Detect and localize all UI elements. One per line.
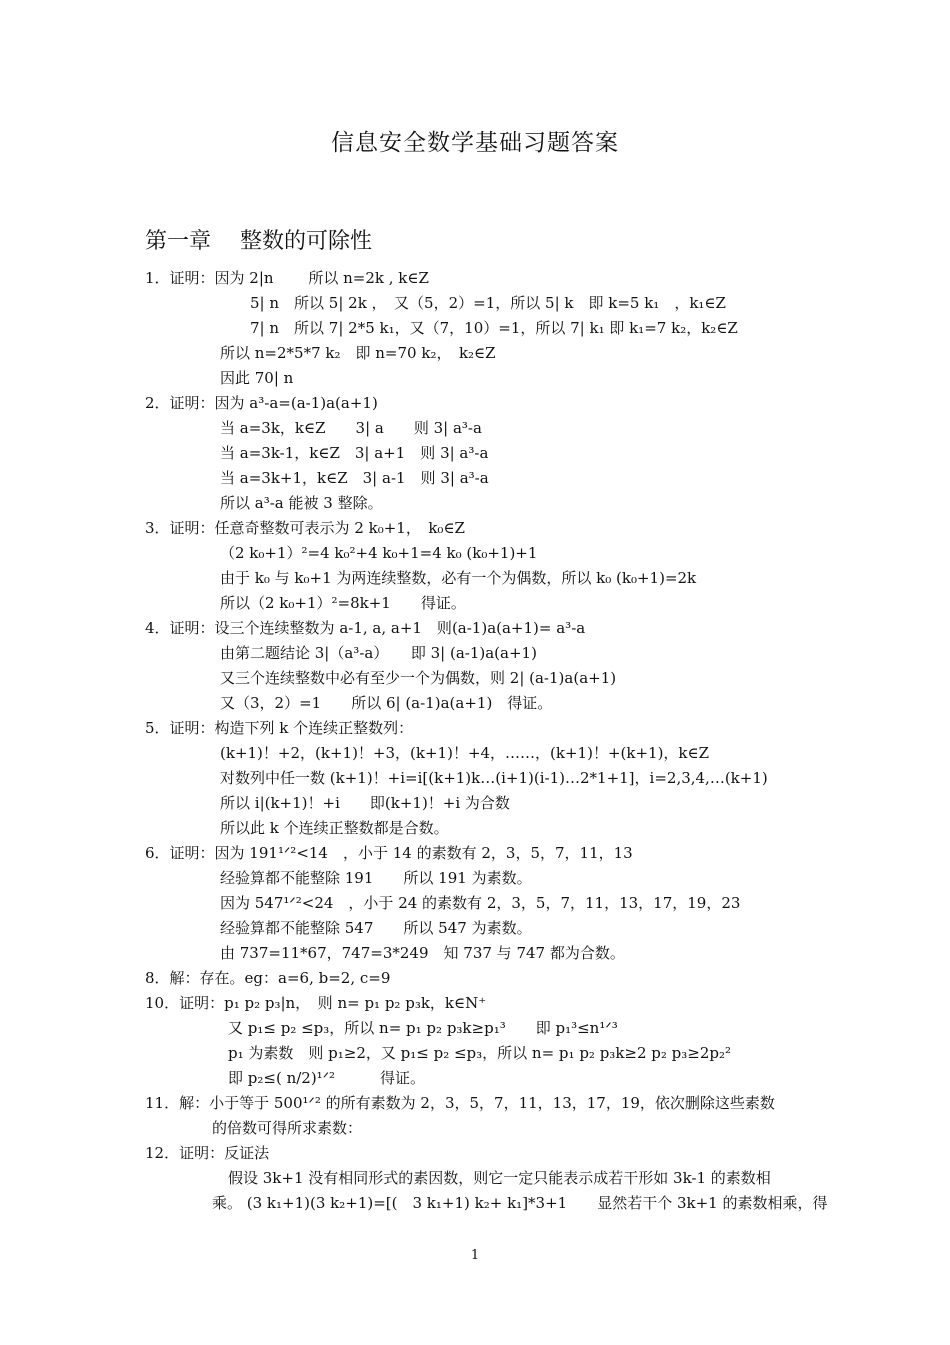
text-line: 假设 3k+1 没有相同形式的素因数，则它一定只能表示成若干形如 3k-1 的素数相 xyxy=(228,1169,771,1187)
text-line: 又 p₁≤ p₂ ≤p₃，所以 n= p₁ p₂ p₃k≥p₁³ 即 p₁³≤n¹ᐟ³ xyxy=(228,1019,618,1037)
text-line: 对数列中任一数 (k+1)！+i=i[(k+1)k…(i+1)(i-1)…2*1+1]，i=2,3,4,…(k+1) xyxy=(220,769,768,787)
text-line: 1．证明：因为 2|n 所以 n=2k , k∈Z xyxy=(145,269,429,287)
text-line: 所以 i|(k+1)！+i 即(k+1)！+i 为合数 xyxy=(220,794,510,812)
text-line: （2 k₀+1）²=4 k₀²+4 k₀+1=4 k₀ (k₀+1)+1 xyxy=(220,544,538,562)
text-line: 12．证明：反证法 xyxy=(145,1144,270,1162)
text-line: (k+1)！+2，(k+1)！+3，(k+1)！+4，……，(k+1)！+(k+1)，k∈Z xyxy=(220,744,710,762)
text-line: 由第二题结论 3|（a³-a） 即 3| (a-1)a(a+1) xyxy=(220,644,537,662)
text-line: 即 p₂≤( n/2)¹ᐟ² 得证。 xyxy=(228,1069,426,1087)
text-line: 所以（2 k₀+1）²=8k+1 得证。 xyxy=(220,594,466,612)
text-line: 5．证明：构造下列 k 个连续正整数列： xyxy=(145,719,414,737)
text-line: 所以 n=2*5*7 k₂ 即 n=70 k₂， k₂∈Z xyxy=(220,344,496,362)
text-line: 7| n 所以 7| 2*5 k₁，又（7，10）=1，所以 7| k₁ 即 k₁=7 k₂，k₂∈Z xyxy=(250,319,738,337)
text-line: 由于 k₀ 与 k₀+1 为两连续整数，必有一个为偶数，所以 k₀ (k₀+1)=2k xyxy=(220,569,697,587)
chapter-heading: 第一章 整数的可除性 xyxy=(145,229,372,254)
text-line: 因为 547¹ᐟ²<24 ，小于 24 的素数有 2，3，5，7，11，13，17，19，23 xyxy=(220,894,741,912)
text-line: 当 a=3k-1，k∈Z 3| a+1 则 3| a³-a xyxy=(220,444,489,462)
text-line: 又三个连续整数中必有至少一个为偶数，则 2| (a-1)a(a+1) xyxy=(220,669,617,687)
text-line: 2．证明：因为 a³-a=(a-1)a(a+1) xyxy=(145,394,378,412)
text-line: 因此 70| n xyxy=(220,369,294,387)
text-line: 的倍数可得所求素数： xyxy=(212,1119,363,1137)
text-line: 经验算都不能整除 547 所以 547 为素数。 xyxy=(220,919,532,937)
text-line: 10．证明：p₁ p₂ p₃|n， 则 n= p₁ p₂ p₃k，k∈N⁺ xyxy=(145,994,487,1012)
text-line: 8．解：存在。eg：a=6, b=2, c=9 xyxy=(145,969,391,987)
text-line: 所以此 k 个连续正整数都是合数。 xyxy=(220,819,449,837)
text-line: 又（3，2）=1 所以 6| (a-1)a(a+1) 得证。 xyxy=(220,694,553,712)
page-number: 1 xyxy=(470,1248,480,1263)
text-line: 乘。 (3 k₁+1)(3 k₂+1)=[( 3 k₁+1) k₂+ k₁]*3+1 显然若干个 3k+1 的素数相乘，得 xyxy=(212,1194,828,1212)
text-line: 4．证明：设三个连续整数为 a-1, a, a+1 则(a-1)a(a+1)= a³-a xyxy=(145,619,586,637)
text-line: 所以 a³-a 能被 3 整除。 xyxy=(220,494,383,512)
text-line: 11．解：小于等于 500¹ᐟ² 的所有素数为 2，3，5，7，11，13，17，19，依次删除这些素数 xyxy=(145,1094,775,1112)
text-line: 5| n 所以 5| 2k ， 又（5，2）=1，所以 5| k 即 k=5 k₁ ，k₁∈Z xyxy=(250,294,726,312)
text-line: 当 a=3k，k∈Z 3| a 则 3| a³-a xyxy=(220,419,482,437)
text-line: 经验算都不能整除 191 所以 191 为素数。 xyxy=(220,869,532,887)
text-line: 3．证明：任意奇整数可表示为 2 k₀+1， k₀∈Z xyxy=(145,519,465,537)
text-line: 由 737=11*67，747=3*249 知 737 与 747 都为合数。 xyxy=(220,944,625,962)
text-line: p₁ 为素数 则 p₁≥2，又 p₁≤ p₂ ≤p₃，所以 n= p₁ p₂ p₃k≥2 p₂ p₃≥2p₂² xyxy=(228,1044,732,1062)
text-line: 6．证明：因为 191¹ᐟ²<14 ，小于 14 的素数有 2，3，5，7，11，13 xyxy=(145,844,633,862)
text-line: 当 a=3k+1，k∈Z 3| a-1 则 3| a³-a xyxy=(220,469,489,487)
document-title: 信息安全数学基础习题答案 xyxy=(331,130,619,156)
